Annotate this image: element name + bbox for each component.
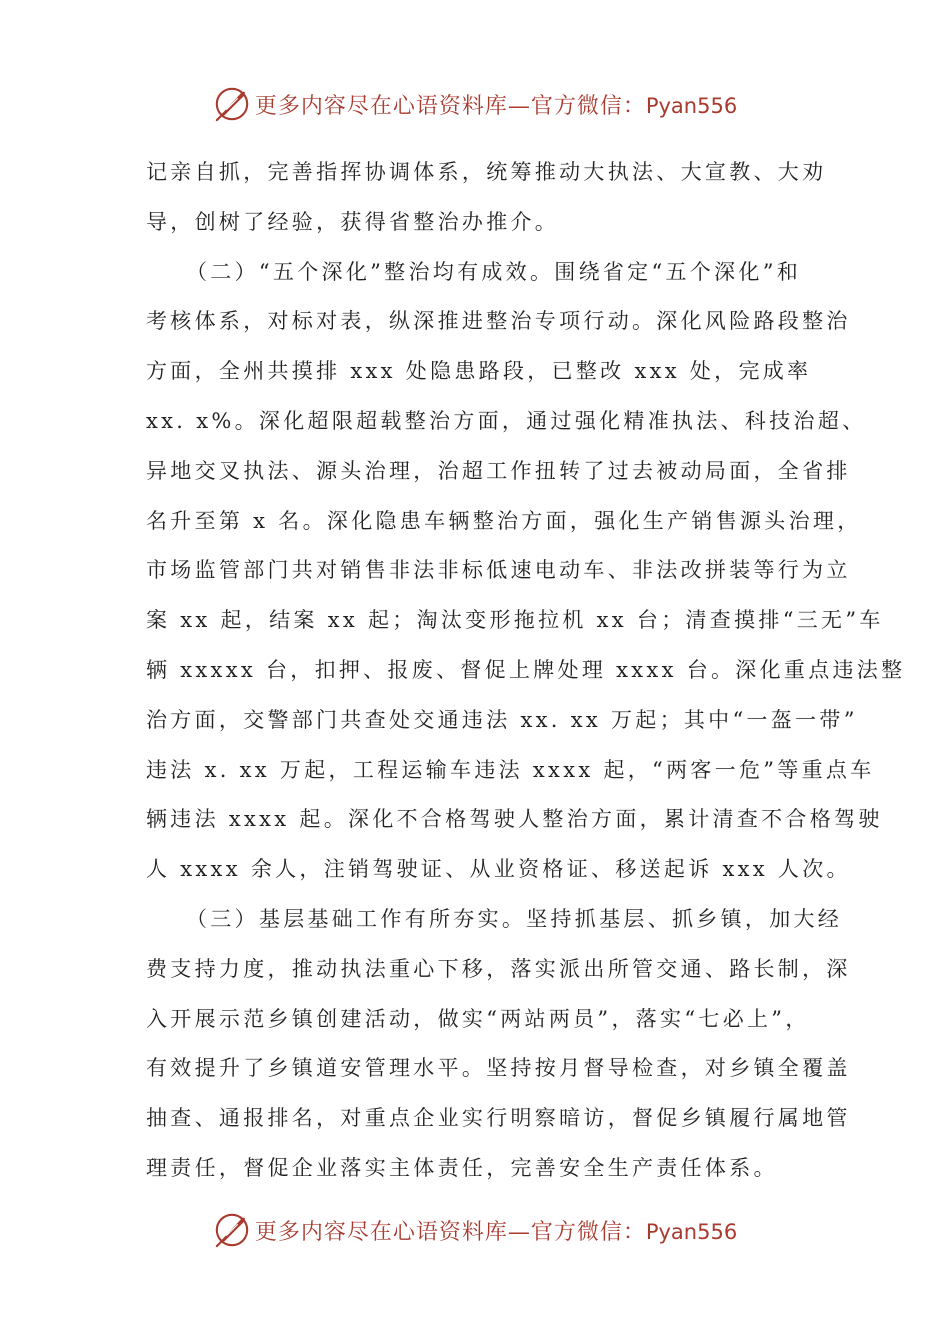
section-heading-line: （三）基层基础工作有所夯实。坚持抓基层、抓乡镇，加大经: [186, 906, 843, 931]
text-line: 考核体系，对标对表，纵深推进整治专项行动。深化风险路段整治: [146, 309, 851, 334]
text-line: xx. x%。深化超限超载整治方面，通过强化精准执法、科技治超、: [146, 408, 867, 433]
text-line: 人 xxxx 余人，注销驾驶证、从业资格证、移送起诉 xxx 人次。: [146, 857, 851, 882]
text-line: 方面，全州共摸排 xxx 处隐患路段，已整改 xxx 处，完成率: [146, 359, 812, 384]
wechat-id: Pyan556: [645, 1219, 738, 1244]
text-line: 理责任，督促企业落实主体责任，完善安全生产责任体系。: [146, 1155, 778, 1180]
text-line: 名升至第 x 名。深化隐患车辆整治方面，强化生产销售源头治理，: [146, 508, 862, 533]
text-line: 异地交叉执法、源头治理，治超工作扭转了过去被动局面，全省排: [146, 458, 851, 483]
text-line: 抽查、通报排名，对重点企业实行明察暗访，督促乡镇履行属地管: [146, 1106, 851, 1131]
text-line: 辆违法 xxxx 起。深化不合格驾驶人整治方面，累计清查不合格驾驶: [146, 807, 883, 832]
text-line: 市场监管部门共对销售非法非标低速电动车、非法改拼装等行为立: [146, 558, 851, 583]
watermark-text: 更多内容尽在心语资料库—官方微信：: [254, 1219, 646, 1245]
footer-watermark: [0, 1210, 950, 1250]
header-watermark: [0, 84, 950, 124]
text-line: 违法 x. xx 万起，工程运输车违法 xxxx 起，“两客一危”等重点车: [146, 757, 875, 782]
text-line: 费支持力度，推动执法重心下移，落实派出所管交通、路长制，深: [146, 956, 851, 981]
quill-logo-icon: [213, 1211, 251, 1249]
text-line: 辆 xxxxx 台，扣押、报废、督促上牌处理 xxxx 台。深化重点违法整: [146, 657, 906, 682]
text-line: 治方面，交警部门共查处交通违法 xx. xx 万起；其中“一盔一带”: [146, 707, 858, 732]
text-line: 导，创树了经验，获得省整治办推介。: [146, 209, 560, 234]
text-line: 入开展示范乡镇创建活动，做实“两站两员”，落实“七必上”，: [146, 1006, 810, 1031]
quill-logo-icon: [213, 85, 251, 123]
wechat-id: Pyan556: [645, 93, 738, 118]
text-line: 记亲自抓，完善指挥协调体系，统筹推动大执法、大宣教、大劝: [146, 160, 827, 184]
watermark-text: 更多内容尽在心语资料库—官方微信：: [254, 93, 646, 119]
document-body: [146, 148, 906, 1194]
text-line: 有效提升了乡镇道安管理水平。坚持按月督导检查，对乡镇全覆盖: [146, 1056, 851, 1081]
text-line: 案 xx 起，结案 xx 起；淘汰变形拖拉机 xx 台；清查摸排“三无”车: [146, 608, 884, 633]
section-heading-line: （二）“五个深化”整治均有成效。围绕省定“五个深化”和: [186, 259, 802, 284]
